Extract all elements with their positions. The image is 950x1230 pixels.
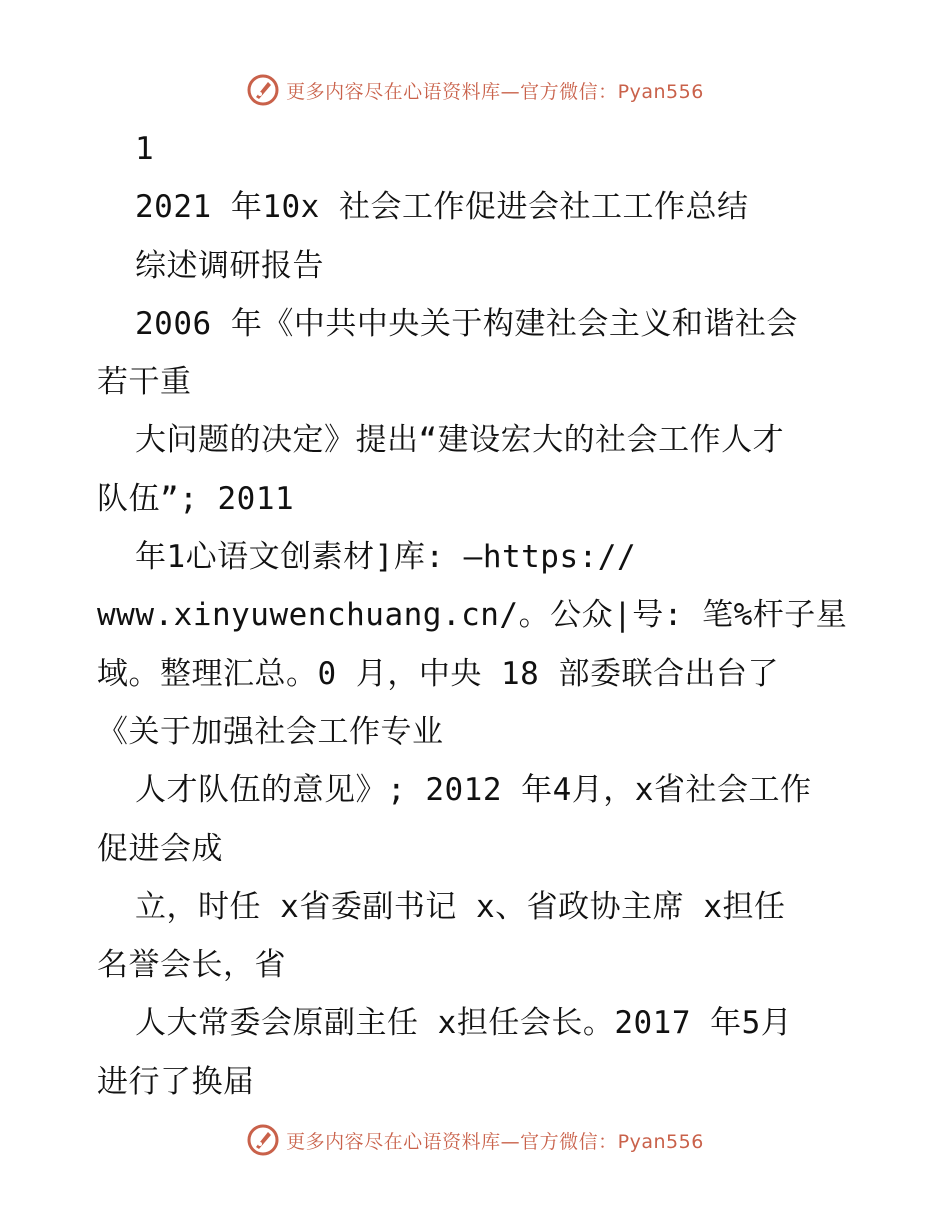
document-line: 综述调研报告 [135,247,324,284]
document-line: 名誉会长，省 [97,947,286,984]
header-watermark-text: 更多内容尽在心语资料库—官方微信：Pyan556 [286,80,704,103]
document-line: 2006 年《中共中央关于构建社会主义和谐社会 [135,305,798,342]
document-line: 促进会成 [97,830,223,867]
header-watermark-banner [0,68,950,112]
document-line: 域。整理汇总。0 月，中央 18 部委联合出台了 [97,655,779,692]
document-line: 大问题的决定》提出“建设宏大的社会工作人才 [135,422,785,459]
document-line: 人大常委会原副主任 x担任会长。2017 年5月 [135,1005,793,1042]
document-line: 年1心语文创素材]库: —https:// [135,539,637,576]
document-line: 人才队伍的意见》; 2012 年4月，x省社会工作 [135,772,812,809]
document-line: www.xinyuwenchuang.cn/。公众|号: 笔%杆子星 [97,597,848,634]
document-line: 队伍”; 2011 [97,480,295,517]
document-line: 《关于加强社会工作专业 [97,713,444,750]
document-line: 2021 年10x 社会工作促进会社工工作总结 [135,189,749,226]
document-line: 进行了换届 [97,1063,255,1100]
pen-nib-seal-icon [246,73,280,107]
document-line: 立，时任 x省委副书记 x、省政协主席 x担任 [135,888,786,925]
document-line: 1 [135,131,155,167]
document-body [97,120,887,1111]
footer-watermark-banner [0,1118,950,1162]
footer-watermark-text: 更多内容尽在心语资料库—官方微信：Pyan556 [286,1130,704,1153]
document-line: 若干重 [97,364,192,401]
pen-nib-seal-icon [246,1123,280,1157]
